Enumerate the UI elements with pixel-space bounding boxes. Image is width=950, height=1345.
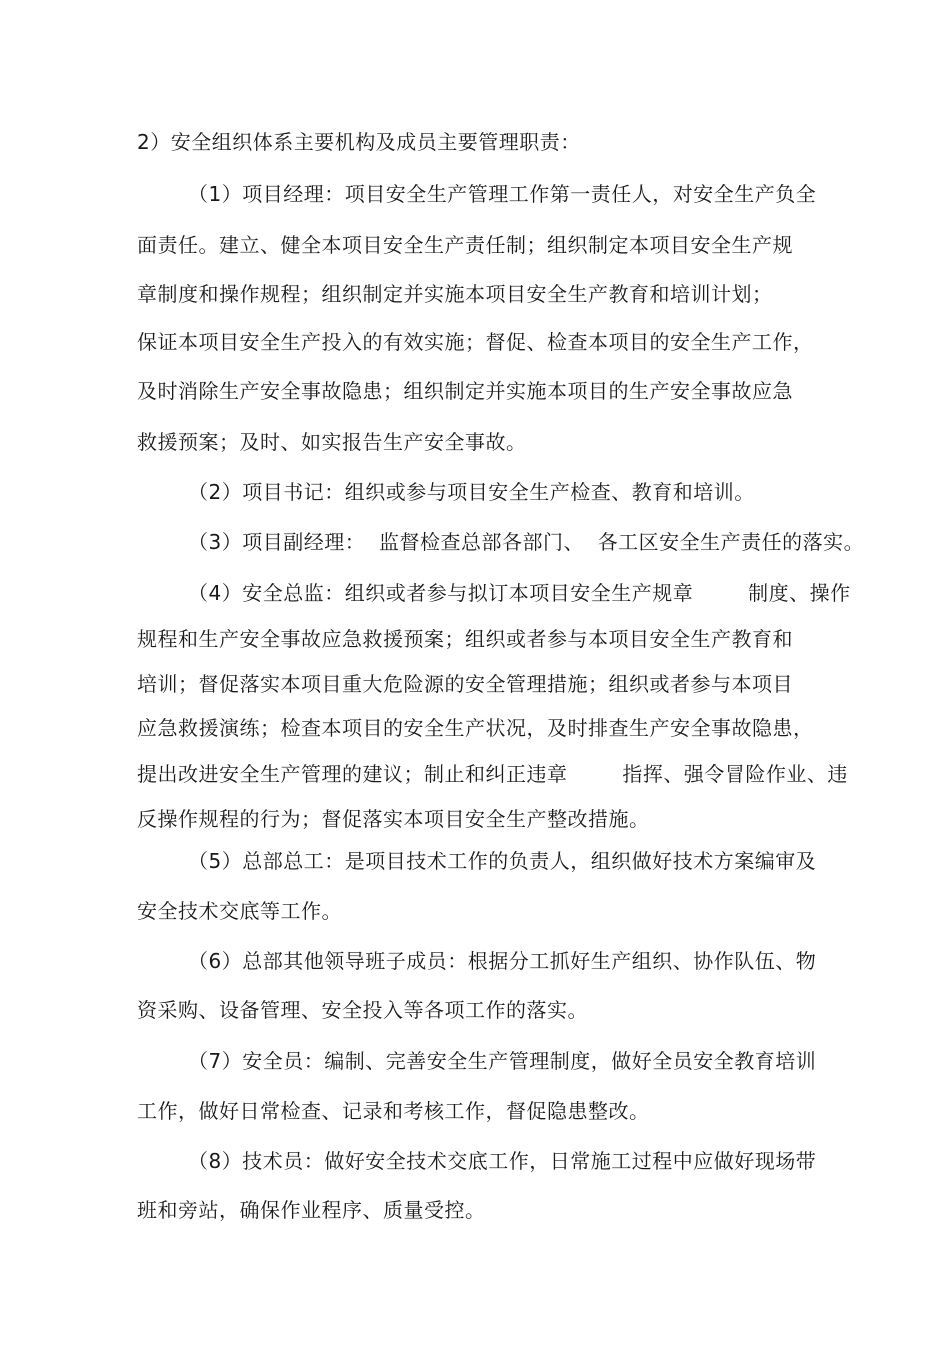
paragraph-line: 及时消除生产安全事故隐患；组织制定并实施本项目的生产安全事故应急 bbox=[137, 379, 793, 403]
paragraph-line: 应急救援演练；检查本项目的安全生产状况，及时排查生产安全事故隐患， bbox=[137, 716, 814, 740]
paragraph-line: 安全技术交底等工作。 bbox=[137, 899, 342, 923]
paragraph-line: 保证本项目安全生产投入的有效实施；督促、检查本项目的安全生产工作， bbox=[137, 330, 814, 354]
paragraph-line: 规程和生产安全事故应急救援预案；组织或者参与本项目安全生产教育和 bbox=[137, 627, 793, 651]
paragraph-line: 资采购、设备管理、安全投入等各项工作的落实。 bbox=[137, 998, 588, 1022]
section-heading: 2）安全组织体系主要机构及成员主要管理职责： bbox=[137, 130, 581, 154]
paragraph-line: （2）项目书记：组织或参与项目安全生产检查、教育和培训。 bbox=[188, 480, 755, 504]
paragraph-line: 救援预案；及时、如实报告生产安全事故。 bbox=[137, 430, 527, 454]
paragraph-line: 反操作规程的行为；督促落实本项目安全生产整改措施。 bbox=[137, 807, 650, 831]
paragraph-line: （7）安全员：编制、完善安全生产管理制度，做好全员安全教育培训 bbox=[188, 1049, 817, 1073]
paragraph-line: （5）总部总工：是项目技术工作的负责人，组织做好技术方案编审及 bbox=[188, 849, 817, 873]
paragraph-line: 班和旁站，确保作业程序、质量受控。 bbox=[137, 1198, 486, 1222]
paragraph-line: 工作，做好日常检查、记录和考核工作，督促隐患整改。 bbox=[137, 1099, 650, 1123]
paragraph-line: （8）技术员：做好安全技术交底工作，日常施工过程中应做好现场带 bbox=[188, 1149, 817, 1173]
paragraph-line: 培训；督促落实本项目重大危险源的安全管理措施；组织或者参与本项目 bbox=[137, 672, 793, 696]
paragraph-line: （1）项目经理：项目安全生产管理工作第一责任人，对安全生产负全 bbox=[188, 182, 817, 206]
paragraph-line: 章制度和操作规程；组织制定并实施本项目安全生产教育和培训计划； bbox=[137, 282, 773, 306]
paragraph-line: 提出改进安全生产管理的建议；制止和纠正违章 指挥、强令冒险作业、违 bbox=[137, 762, 848, 786]
paragraph-line: （3）项目副经理： 监督检查总部各部门、 各工区安全生产责任的落实。 bbox=[188, 530, 865, 554]
paragraph-line: （6）总部其他领导班子成员：根据分工抓好生产组织、协作队伍、物 bbox=[188, 949, 817, 973]
paragraph-line: 面责任。建立、健全本项目安全生产责任制；组织制定本项目安全生产规 bbox=[137, 233, 793, 257]
paragraph-line: （4）安全总监：组织或者参与拟订本项目安全生产规章 制度、操作 bbox=[188, 581, 851, 605]
